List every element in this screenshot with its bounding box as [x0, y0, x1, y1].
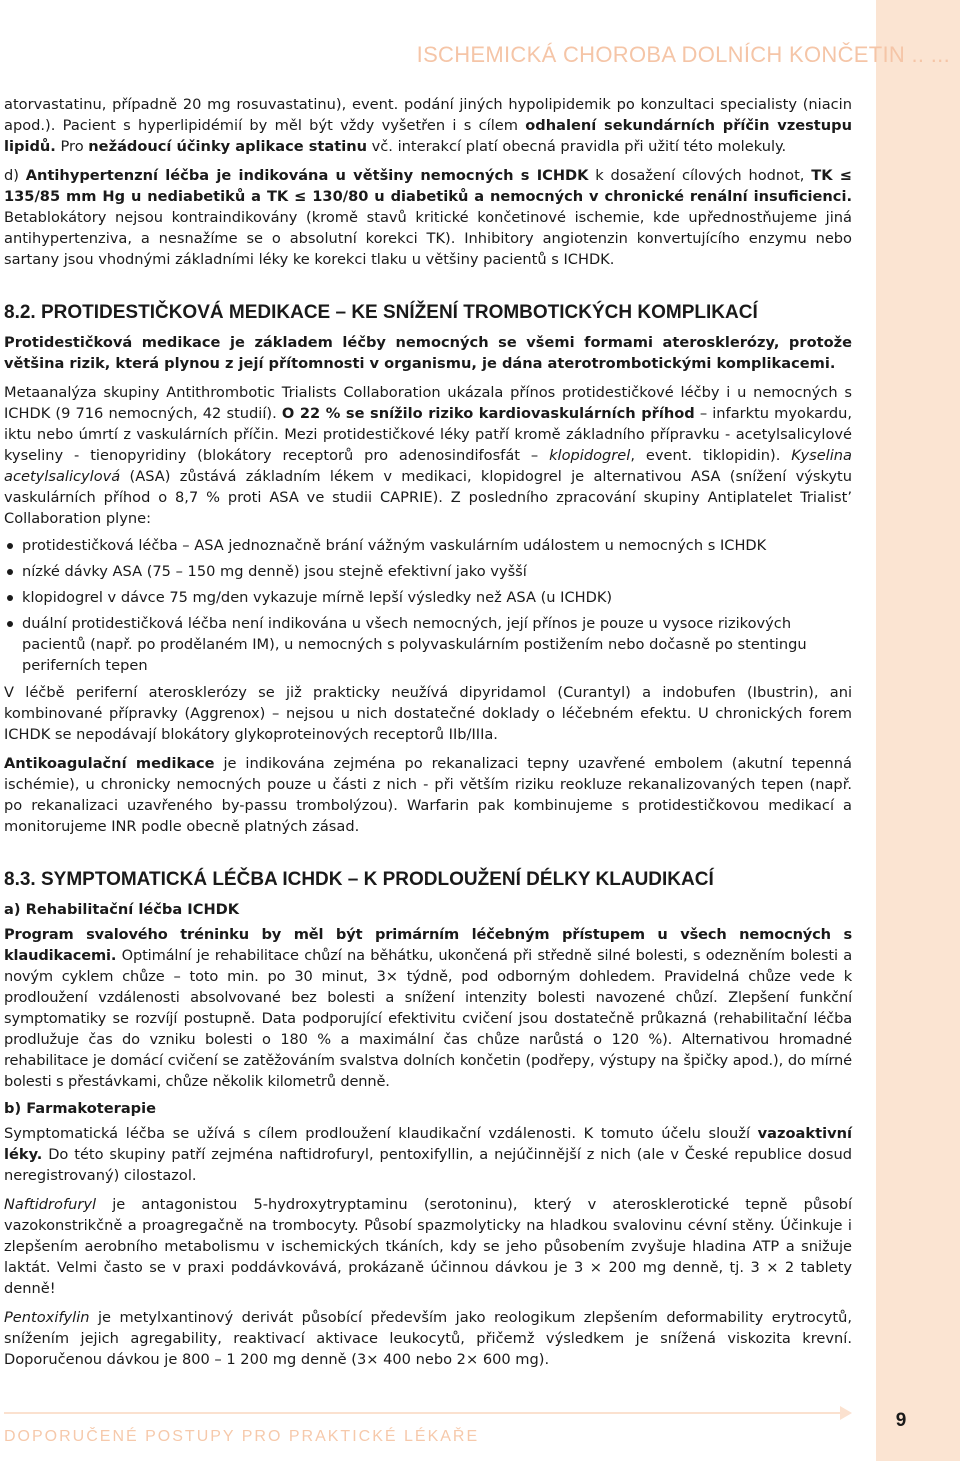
- paragraph-naftidrofuryl: [4, 1194, 852, 1299]
- text: Pro: [55, 138, 89, 155]
- text: atorvastatinu, případně 20 mg rosuvastatinu), event. podání jiných hypolipidemik po konzultaci specialisty (niacin apod.). Pacient s hyperlipidémií by měl být vždy vyšetřen i s cílem: [4, 96, 852, 134]
- text: Betablokátory nejsou kontraindikovány (kromě stavů kritické končetinové ischemie, kde upřednostňujeme jiná antihypertenziva, a nesnažíme se o absolutní korekci TK). Inhibitory angiotenzin konvertujícího enzymu nebo sartany jsou vhodnými základními léky ke korekci tlaku u většiny pacientů s ICHDK.: [4, 209, 852, 268]
- bold-text: Program svalového tréninku by měl být primárním léčebným přístupem u všech nemocných s klaudikacemi.: [4, 926, 852, 964]
- paragraph-anticoagulation: [4, 753, 852, 837]
- paragraph-statins: [4, 94, 852, 157]
- paragraph-metaanalysis: [4, 382, 852, 529]
- bold-text: TK ≤ 135/85 mm Hg u nediabetiků a TK ≤ 130/80 u diabetiků a nemocných v chronické renální insuficienci.: [4, 167, 852, 205]
- list-item-text: duální protidestičková léčba není indikována u všech nemocných, její přínos je pouze u vysoce rizikových pacientů (např. po prodělaném IM), u nemocných s polyvaskulárním postižením nebo dočasně po stentingu periferních tepen: [22, 615, 807, 674]
- list-item-text: klopidogrel v dávce 75 mg/den vykazuje mírně lepší výsledky než ASA (u ICHDK): [22, 589, 613, 606]
- text: je metylxantinový derivát působící především jako reologikum zlepšením deformability erytrocytů, snížením jejich agregability, reaktivací aktivace leukocytů, přičemž výsledkem je snížená viskozita krevní. Doporučenou dávkou je 800 – 1 200 mg denně (3× 400 nebo 2× 600 mg).: [4, 1309, 852, 1368]
- paragraph-rehabilitation: [4, 924, 852, 1092]
- page-body: [4, 94, 852, 1370]
- text: Symptomatická léčba se užívá s cílem prodloužení klaudikační vzdálenosti. K tomuto účelu slouží: [4, 1125, 758, 1142]
- footer-arrow-icon: [840, 1406, 852, 1420]
- bold-text: Antikoagulační medikace: [4, 755, 215, 772]
- footer-title: DOPORUČENÉ POSTUPY PRO PRAKTICKÉ LÉKAŘE: [4, 1428, 480, 1445]
- text: vč. interakcí platí obecná pravidla při užití této molekuly.: [367, 138, 787, 155]
- section-8-2-lead: [4, 332, 852, 374]
- italic-text: klopidogrel: [549, 447, 631, 464]
- text: k dosažení cílových hodnot,: [588, 167, 812, 184]
- list-item-text: protidestičková léčba – ASA jednoznačně brání vážným vaskulárním událostem u nemocných s ICHDK: [22, 537, 767, 554]
- text: je antagonistou 5-hydroxytryptaminu (serotoninu), který v aterosklerotické tepně působí vazokonstrikčně a proagregačně na trombocyty. Působí spazmolyticky na hladkou svalovinu cévní stěny. Účinkuje i zlepšením aerobního metabolismu v ischemických tkáních, kdy se jeho působením zvyšuje hladina ATP a snižuje laktát. Velmi často se v praxi poddávkovává, prokázaně účinnou dávkou je 3 × 200 mg denně, tj. 3 × 2 tablety denně!: [4, 1196, 852, 1297]
- text: Metaanalýza skupiny Antithrombotic Trialists Collaboration ukázala přínos protidestičkové léčby i u nemocných s ICHDK (9 716 nemocných, 42 studií).: [4, 384, 852, 422]
- bold-text: O 22 % se snížilo riziko kardiovaskulárních příhod: [281, 405, 695, 422]
- page-number: 9: [895, 1410, 907, 1431]
- bullet-icon: [7, 569, 13, 575]
- running-header: ISCHEMICKÁ CHOROBA DOLNÍCH KONČETIN .. ...: [416, 42, 950, 67]
- paragraph-dipyridamol: V léčbě periferní aterosklerózy se již prakticky neužívá dipyridamol (Curantyl) a indobufen (Ibustrin), ani kombinované přípravky (Aggrenox) – nejsou u nich dostatečné doklady o léčebném efektu. U chronických forem ICHDK se nepodávají blokátory glykoproteinových receptorů IIb/IIIa.: [4, 684, 852, 743]
- list-item: [4, 613, 852, 676]
- bold-text: nežádoucí účinky aplikace statinu: [88, 138, 367, 155]
- bold-text: vazoaktivní léky.: [4, 1125, 852, 1163]
- italic-text: Kyselina acetylsalicylová: [4, 447, 852, 485]
- bullet-icon: [7, 621, 13, 627]
- list-item: [4, 535, 852, 556]
- subsection-rehabilitation-heading: a) Rehabilitační léčba ICHDK: [4, 901, 240, 918]
- footer-divider: [4, 1412, 850, 1414]
- text: (ASA) zůstává základním lékem v medikaci, klopidogrel je alternativou ASA (snížení výskytu vaskulárních příhod o 8,7 % proti ASA ve studii CAPRIE). Z posledního zpracování skupiny Antiplatelet Trialist’ Collaboration plyne:: [4, 468, 852, 527]
- paragraph-antihypertensive: [4, 165, 852, 270]
- bullet-icon: [7, 595, 13, 601]
- list-item-text: nízké dávky ASA (75 – 150 mg denně) jsou stejně efektivní jako vyšší: [22, 563, 527, 580]
- list-item: [4, 561, 852, 582]
- text: d): [4, 167, 26, 184]
- subsection-pharmacotherapy-heading: b) Farmakoterapie: [4, 1100, 157, 1117]
- paragraph-pentoxifylin: [4, 1307, 852, 1370]
- bullet-icon: [7, 543, 13, 549]
- antiplatelet-findings-list: [4, 535, 852, 676]
- text: Optimální je rehabilitace chůzí na běhátku, ukončená při středně silné bolesti, s odezněním bolesti a novým cyklem chůze – toto min. po 30 minut, 3× týdně, pod odborným dohledem. Pravidelná chůze vede k prodloužení vzdálenosti absolvované bez bolesti a snížení intenzity bolesti navozené chůzí. Zlepšení funkční symptomatiky se rozvíjí postupně. Data podporující efektivitu cvičení jsou dostatečně průkazná (rehabilitační léčba prodlužuje čas do vzniku bolesti o 180 % a maximální čas chůze narůstá o 120 %). Alternativou hromadné rehabilitace je domácí cvičení se zatěžováním svalstva dolních končetin (podřepy, výstupy na špičky apod.), do mírné bolesti s přestávkami, chůze několik kilometrů denně.: [4, 947, 852, 1090]
- text: je indikována zejména po rekanalizaci tepny uzavřené embolem (akutní tepenná ischémie), u chronicky nemocných pouze u části z nich - při větším riziku reokluze rekanalizovaných tepen (např. po rekanalizaci uzavřeného by-passu trombolýzou). Warfarin pak kombinujeme s protidestičkovou medikací a monitorujeme INR podle obecně platných zásad.: [4, 755, 852, 835]
- section-8-3-heading: 8.3. SYMPTOMATICKÁ LÉČBA ICHDK – K PRODLOUŽENÍ DÉLKY KLAUDIKACÍ: [4, 869, 714, 890]
- text: – infarktu myokardu, iktu nebo úmrtí z vaskulárních příčin. Mezi protidestičkové léky patří kromě základního přípravku - acetylsalicylové kyseliny - tienopyridiny (blokátory receptorů pro adenosindifosfát –: [4, 405, 852, 464]
- bold-text: Antihypertenzní léčba je indikována u většiny nemocných s ICHDK: [25, 167, 589, 184]
- italic-text: Pentoxifylin: [4, 1309, 90, 1326]
- right-margin-band: [876, 0, 960, 1461]
- italic-text: Naftidrofuryl: [4, 1196, 97, 1213]
- list-item: [4, 587, 852, 608]
- text: Do této skupiny patří zejména naftidrofuryl, pentoxifyllin, a nejúčinnější z nich (ale v České republice dosud neregistrovaný) cilostazol.: [4, 1146, 852, 1184]
- text: , event. tiklopidin).: [630, 447, 792, 464]
- section-8-2-heading: 8.2. PROTIDESTIČKOVÁ MEDIKACE – KE SNÍŽENÍ TROMBOTICKÝCH KOMPLIKACÍ: [4, 302, 758, 323]
- bold-text: Protidestičková medikace je základem léčby nemocných se všemi formami aterosklerózy, protože většina rizik, která plynou z její přítomnosti v organismu, je dána aterotrombotickými komplikacemi.: [4, 334, 852, 372]
- bold-text: odhalení sekundárních příčin vzestupu lipidů.: [4, 117, 852, 155]
- paragraph-symptomatic: [4, 1123, 852, 1186]
